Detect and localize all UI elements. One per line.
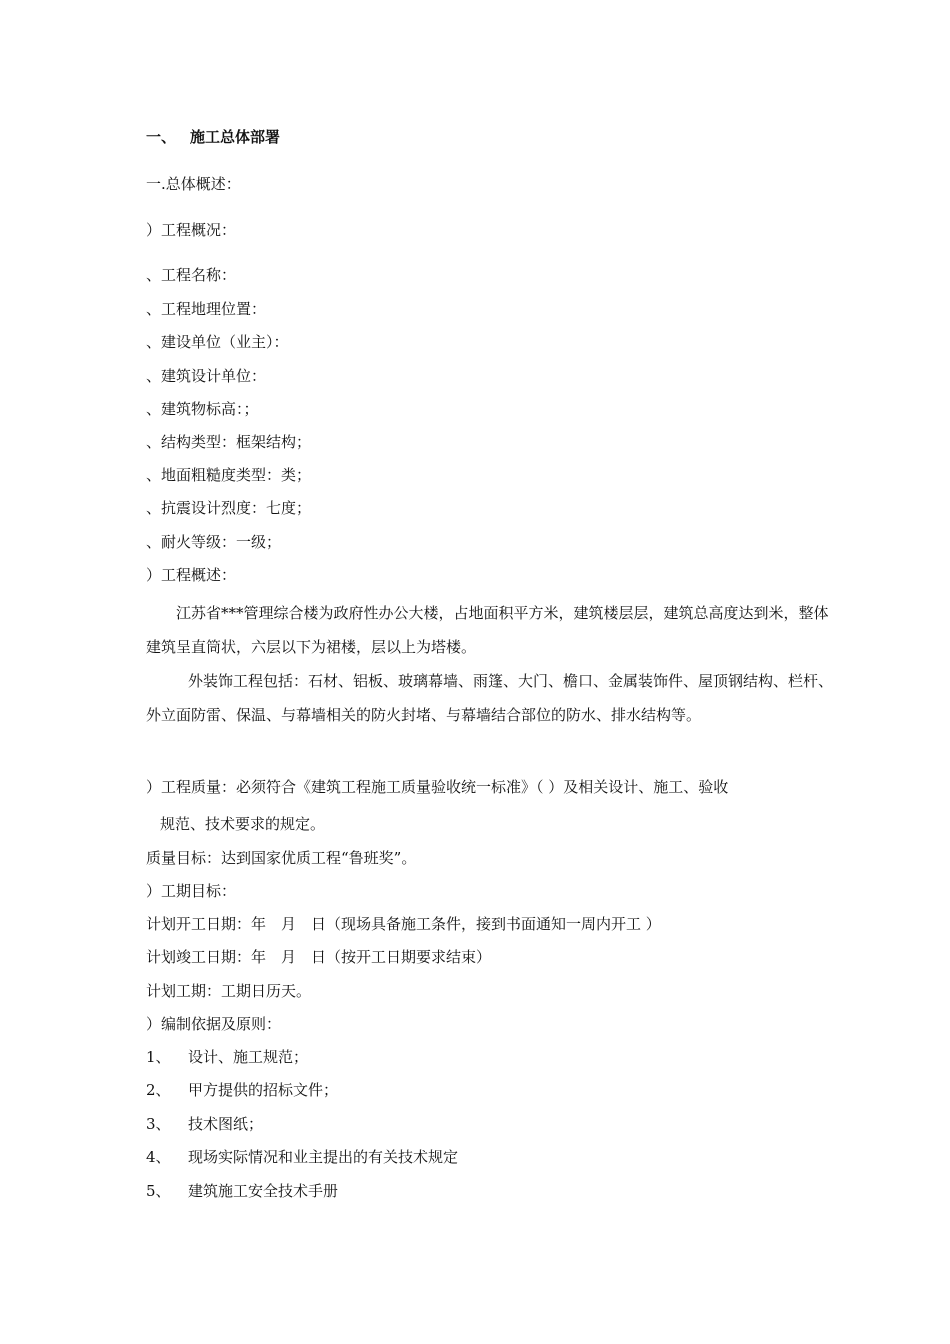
- field-roughness: 、地面粗糙度类型：类；: [146, 466, 312, 484]
- chapter-title: 施工总体部署: [190, 128, 281, 146]
- field-location: 、工程地理位置：: [146, 300, 267, 318]
- list-number: 2、: [146, 1081, 171, 1099]
- subsection-schedule: ）工期目标：: [146, 882, 237, 900]
- list-text: 甲方提供的招标文件；: [188, 1081, 339, 1099]
- quality-line-1: ）工程质量：必须符合《建筑工程施工质量验收统一标准》（ ）及相关设计、施工、验收: [146, 778, 729, 796]
- field-project-name: 、工程名称：: [146, 266, 237, 284]
- list-text: 设计、施工规范；: [188, 1048, 309, 1066]
- list-item: [146, 1147, 458, 1167]
- field-designer: 、建筑设计单位：: [146, 367, 267, 385]
- field-elevation: 、建筑物标高：；: [146, 400, 259, 418]
- paragraph-building: 江苏省***管理综合楼为政府性办公大楼，占地面积平方米，建筑楼层层，建筑总高度达到米，整体建筑呈直筒状，六层以下为裙楼，层以上为塔楼。: [146, 604, 829, 656]
- field-seismic: 、抗震设计烈度：七度；: [146, 499, 312, 517]
- schedule-duration: 计划工期：工期日历天。: [146, 982, 312, 1000]
- list-text: 建筑施工安全技术手册: [188, 1182, 339, 1200]
- field-fire-rating: 、耐火等级：一级；: [146, 533, 282, 551]
- field-owner: 、建设单位（业主）：: [146, 333, 289, 351]
- list-number: 1、: [146, 1048, 171, 1066]
- paragraph-facade: 外装饰工程包括：石材、铝板、玻璃幕墙、雨篷、大门、檐口、金属装饰件、屋顶钢结构、栏杆、外立面防雷、保温、与幕墙相关的防火封堵、与幕墙结合部位的防水、排水结构等。: [146, 672, 834, 724]
- list-item: [146, 1080, 338, 1100]
- list-text: 现场实际情况和业主提出的有关技术规定: [188, 1148, 459, 1166]
- list-item: [146, 1181, 338, 1201]
- list-item: [146, 1114, 263, 1134]
- schedule-start: 计划开工日期：年 月 日（现场具备施工条件，接到书面通知一周内开工 ）: [146, 915, 661, 933]
- list-number: 4、: [146, 1148, 171, 1166]
- list-item: [146, 1047, 308, 1067]
- field-structure: 、结构类型：框架结构；: [146, 433, 312, 451]
- chapter-heading: [146, 127, 280, 147]
- subsection-overview: ）工程概况：: [146, 221, 237, 239]
- list-text: 技术图纸；: [188, 1115, 264, 1133]
- schedule-end: 计划竣工日期：年 月 日（按开工日期要求结束）: [146, 948, 492, 966]
- subsection-description: ）工程概述：: [146, 566, 237, 584]
- subsection-basis: ）编制依据及原则：: [146, 1015, 282, 1033]
- chapter-number: 一、: [146, 128, 177, 146]
- list-number: 5、: [146, 1182, 171, 1200]
- section-title: 一.总体概述：: [146, 175, 241, 193]
- list-number: 3、: [146, 1115, 171, 1133]
- quality-line-2: 规范、技术要求的规定。: [160, 815, 326, 833]
- quality-goal: 质量目标：达到国家优质工程“鲁班奖”。: [146, 849, 417, 867]
